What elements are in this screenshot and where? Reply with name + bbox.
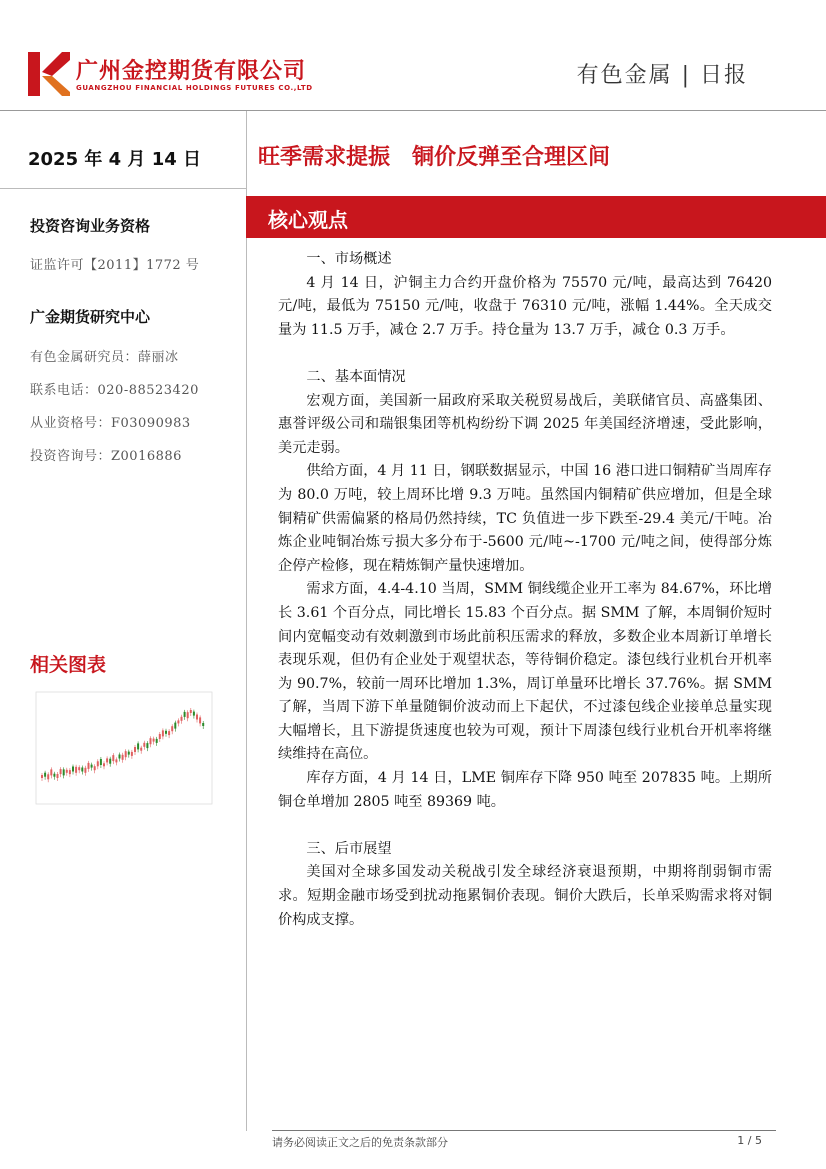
page-number: 1 / 5 [737, 1134, 762, 1147]
candle-body [88, 763, 90, 769]
candle-body [143, 743, 145, 747]
candle-body [60, 769, 62, 774]
candle-body [134, 747, 136, 752]
candle-body [140, 748, 142, 751]
section-market-overview-title: 一、市场概述 [306, 251, 392, 267]
candle-body [53, 774, 55, 777]
price-chart-thumbnail [30, 686, 216, 808]
candle-body [97, 761, 99, 766]
sidebar-divider [0, 188, 246, 189]
candle-body [202, 723, 204, 726]
report-headline: 旺季需求提振 铜价反弹至合理区间 [258, 145, 611, 170]
report-body [278, 248, 772, 932]
inventory-paragraph: 库存方面，4 月 14 日，LME 铜库存下降 950 吨至 207835 吨。上期所铜仓单增加 2805 吨至 89369 吨。 [278, 770, 772, 810]
candle-body [131, 752, 133, 756]
candle-body [190, 710, 192, 713]
outlook-paragraph: 美国对全球多国发动关税战引发全球经济衰退预期，中期将削弱铜市需求。短期金融市场受到扰动拖累铜价表现。铜价大跌后，长单采购需求将对铜价构成支撑。 [278, 864, 772, 928]
candle-body [156, 739, 158, 743]
candle-body [177, 720, 179, 723]
candle-body [103, 763, 105, 766]
candle-body [119, 755, 121, 759]
candle-body [100, 759, 102, 765]
macro-paragraph: 宏观方面，美国新一届政府采取关税贸易战后，美联储官员、高盛集团、惠誉评级公司和瑞银集团等机构纷纷下调 2025 年美国经济增速，受此影响，美元走弱。 [278, 392, 772, 456]
candle-body [150, 738, 152, 744]
supply-paragraph: 供给方面，4 月 11 日，钢联数据显示，中国 16 港口进口铜精矿当周库存为 80.0 万吨，较上周环比增 9.3 万吨。虽然国内铜精矿供应增加，但是全球铜精矿供需偏紧的格局仍然持续，TC 负值进一步下跌至-29.4 美元/干吨。冶炼企业吨铜冶炼亏损大多分布于-5600 元/吨~-1700 元/吨之间，使得部分炼企停产检修，现在精炼铜产量快速增加。 [278, 463, 772, 574]
related-charts-title: 相关图表 [30, 654, 107, 676]
candle-body [171, 726, 173, 731]
candle-body [137, 743, 139, 749]
footer-disclaimer: 请务必阅读正文之后的免责条款部分 [272, 1136, 448, 1149]
candle-body [165, 731, 167, 734]
candle-body [106, 758, 108, 762]
qualification-title: 投资咨询业务资格 [30, 217, 151, 235]
candle-body [78, 767, 80, 770]
market-overview-paragraph: 4 月 14 日，沪铜主力合约开盘价格为 75570 元/吨，最高达到 76420 元/吨，最低为 75150 元/吨，收盘于 76310 元/吨，涨幅 1.44%。全天成交量为 11.5 万手，减仓 2.7 万手。持仓量为 13.7 万手，减仓 0.3 万手。 [278, 274, 772, 338]
candle-body [128, 752, 130, 755]
candle-body [112, 755, 114, 761]
candle-body [69, 770, 71, 774]
consulting-number: 投资咨询号：Z0016886 [30, 449, 182, 464]
researcher-name: 有色金属研究员：薛丽冰 [30, 350, 179, 365]
candle-body [162, 730, 164, 736]
section-outlook-title: 三、后市展望 [306, 840, 392, 857]
candle-body [174, 723, 176, 729]
candle-body [193, 712, 195, 716]
practice-qualification-number: 从业资格号：F03090983 [30, 416, 191, 431]
license-number: 证监许可【2011】1772 号 [30, 258, 200, 273]
candle-body [72, 767, 74, 772]
research-center: 广金期货研究中心 [30, 308, 151, 326]
candle-body [122, 755, 124, 760]
candle-body [66, 770, 68, 773]
candle-body [81, 768, 83, 772]
candle-body [199, 717, 201, 723]
candle-body [44, 773, 46, 777]
candle-body [184, 712, 186, 717]
candle-body [75, 767, 77, 773]
candle-body [41, 775, 43, 778]
candle-body [47, 774, 49, 779]
candle-body [84, 768, 86, 773]
candle-body [187, 712, 189, 718]
k-logo-icon [28, 52, 70, 96]
company-name-en: GUANGZHOU FINANCIAL HOLDINGS FUTURES CO.,LTD [76, 84, 313, 92]
candle-body [146, 743, 148, 748]
candle-body [57, 774, 59, 778]
contact-phone: 联系电话：020-88523420 [30, 383, 199, 398]
candle-body [168, 731, 170, 735]
candle-body [153, 739, 155, 742]
candle-body [181, 717, 183, 721]
candle-body [50, 769, 52, 775]
section-title: 核心观点 [268, 208, 348, 232]
candle-body [94, 766, 96, 770]
section-fundamentals-title: 二、基本面情况 [306, 368, 406, 385]
candle-body [63, 769, 65, 775]
company-name-cn: 广州金控期货有限公司 [76, 59, 307, 84]
candle-body [91, 765, 93, 768]
demand-paragraph: 需求方面，4.4-4.10 当周，SMM 铜线缆企业开工率为 84.67%，环比增长 3.61 个百分点，同比增长 15.83 个百分点。据 SMM 了解，本周铜价短时间内宽幅变动有效刺激到市场此前积压需求的释放，多数企业本周新订单增长表现乐观，但仍有企业处于观望状态，等待铜价稳定。漆包线行业机台开机率为 90.7%，较前一周环比增加 1.3%，周订单量环比增长 37.76%。据 SMM 了解，当周下游下单量随铜价波动而上下起伏，不过漆包线企业接单总量实现大幅增长，且下游提货速度也较为可观，预计下周漆包线行业机台开机率将继续维持在高位。 [278, 581, 772, 763]
report-type: 有色金属 | 日报 [576, 63, 748, 88]
candle-body [125, 751, 127, 757]
footer-divider [272, 1130, 776, 1131]
report-date: 2025 年 4 月 14 日 [28, 149, 202, 170]
candle-body [115, 759, 117, 762]
candle-body [109, 759, 111, 764]
candle-body [159, 734, 161, 739]
candle-body [196, 715, 198, 720]
